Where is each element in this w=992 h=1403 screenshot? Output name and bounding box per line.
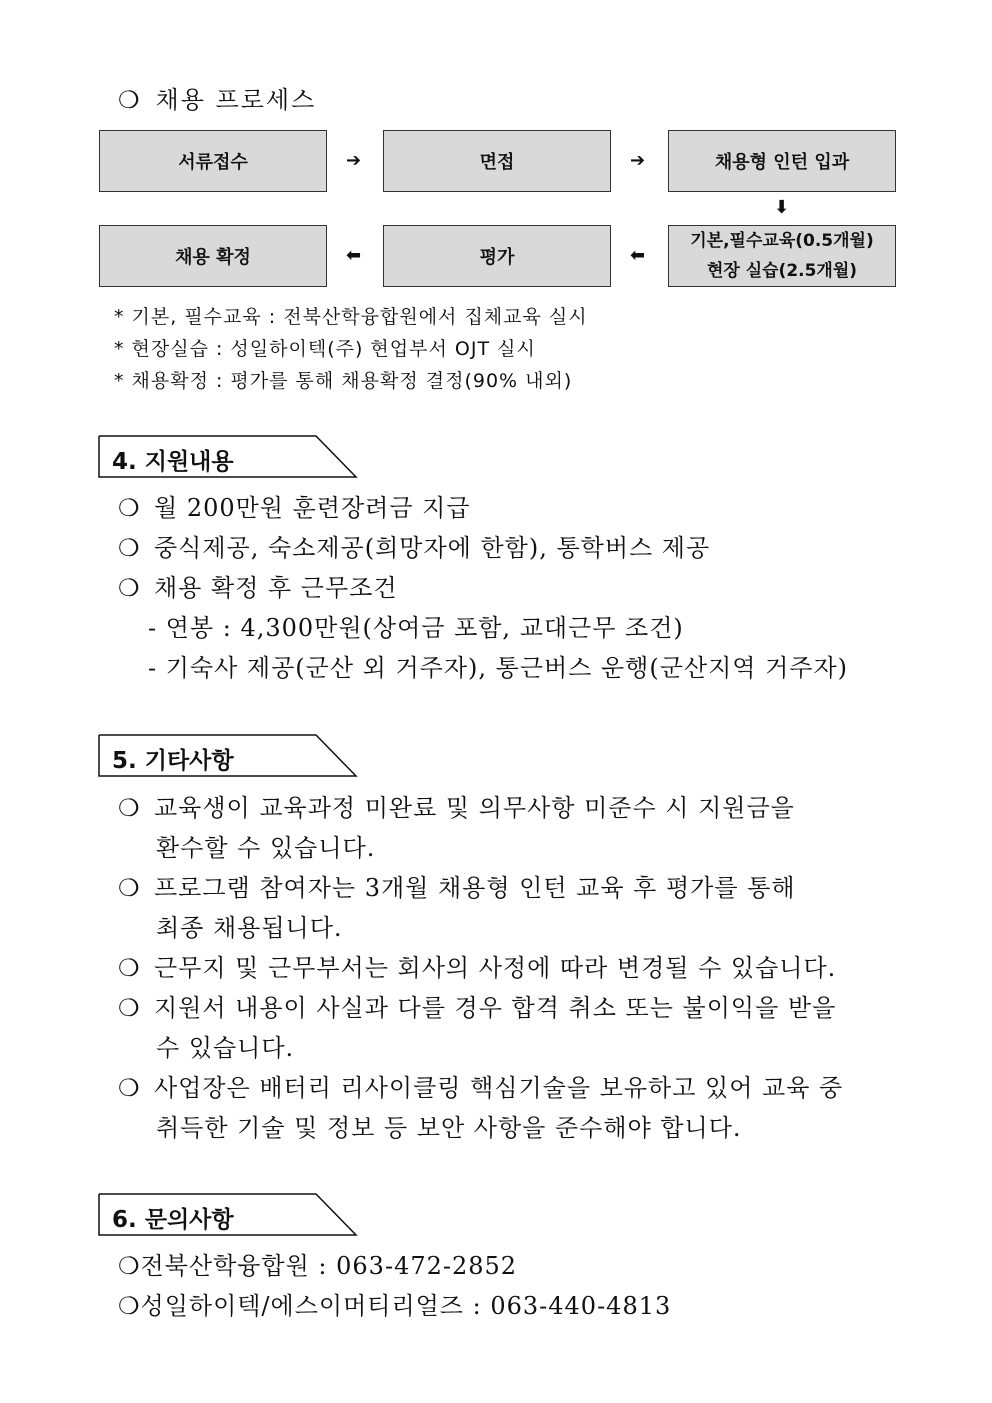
list-item: ❍ 지원서 내용이 사실과 다를 경우 합격 취소 또는 불이익을 받을 — [118, 994, 837, 1022]
list-item: ❍ 사업장은 배터리 리사이클링 핵심기술을 보유하고 있어 교육 중 — [118, 1074, 844, 1102]
list-item: ❍ 프로그램 참여자는 3개월 채용형 인턴 교육 후 평가를 통해 — [118, 874, 796, 902]
bullet-icon: ❍ — [118, 494, 141, 522]
bullet-icon: ❍ — [118, 1252, 141, 1280]
process-step-documents: 서류접수 — [99, 130, 327, 192]
bullet-icon: ❍ — [118, 1074, 141, 1102]
sub-item: - 연봉 : 4,300만원(상여금 포함, 교대근무 조건) — [148, 614, 684, 642]
process-note: * 기본, 필수교육 : 전북산학융합원에서 집체교육 실시 — [114, 306, 588, 328]
arrow-right-icon: ➔ — [346, 150, 362, 171]
sub-item: - 기숙사 제공(군산 외 거주자), 통근버스 운행(군산지역 거주자) — [148, 654, 849, 682]
bullet-icon: ❍ — [118, 994, 141, 1022]
section-heading-5: 5. 기타사항 — [98, 734, 358, 778]
list-item: ❍ 근무지 및 근무부서는 회사의 사정에 따라 변경될 수 있습니다. — [118, 954, 837, 982]
list-item-continuation: 수 있습니다. — [156, 1034, 295, 1062]
process-step-evaluation: 평가 — [383, 225, 611, 287]
process-step-intern-entry: 채용형 인턴 입과 — [668, 130, 896, 192]
bullet-icon: ❍ — [118, 1292, 141, 1320]
process-note: * 현장실습 : 성일하이텍(주) 현업부서 OJT 실시 — [114, 338, 536, 360]
bullet-icon: ❍ — [118, 86, 142, 114]
process-title: ❍ 채용 프로세스 — [118, 86, 317, 114]
section-heading-4: 4. 지원내용 — [98, 435, 358, 479]
arrow-left-icon: ⬅ — [630, 245, 646, 266]
process-step-interview: 면접 — [383, 130, 611, 192]
arrow-down-icon: ⬇ — [774, 197, 790, 218]
list-item: ❍ 월 200만원 훈련장려금 지급 — [118, 494, 471, 522]
contact-item: ❍성일하이텍/에스이머티리얼즈 : 063-440-4813 — [118, 1292, 672, 1320]
bullet-icon: ❍ — [118, 574, 141, 602]
list-item-continuation: 환수할 수 있습니다. — [156, 834, 376, 862]
bullet-icon: ❍ — [118, 954, 141, 982]
arrow-left-icon: ⬅ — [346, 245, 362, 266]
bullet-icon: ❍ — [118, 794, 141, 822]
bullet-icon: ❍ — [118, 534, 141, 562]
process-step-confirm: 채용 확정 — [99, 225, 327, 287]
arrow-right-icon: ➔ — [630, 150, 646, 171]
process-step-training: 기본,필수교육(0.5개월) 현장 실습(2.5개월) — [668, 225, 896, 287]
section-heading-6: 6. 문의사항 — [98, 1193, 358, 1237]
list-item-continuation: 취득한 기술 및 정보 등 보안 사항을 준수해야 합니다. — [156, 1114, 742, 1142]
process-note: * 채용확정 : 평가를 통해 채용확정 결정(90% 내외) — [114, 370, 573, 392]
contact-item: ❍전북산학융합원 : 063-472-2852 — [118, 1252, 518, 1280]
list-item: ❍ 채용 확정 후 근무조건 — [118, 574, 398, 602]
bullet-icon: ❍ — [118, 874, 141, 902]
list-item: ❍ 교육생이 교육과정 미완료 및 의무사항 미준수 시 지원금을 — [118, 794, 795, 822]
list-item-continuation: 최종 채용됩니다. — [156, 914, 343, 942]
list-item: ❍ 중식제공, 숙소제공(희망자에 한함), 통학버스 제공 — [118, 534, 711, 562]
